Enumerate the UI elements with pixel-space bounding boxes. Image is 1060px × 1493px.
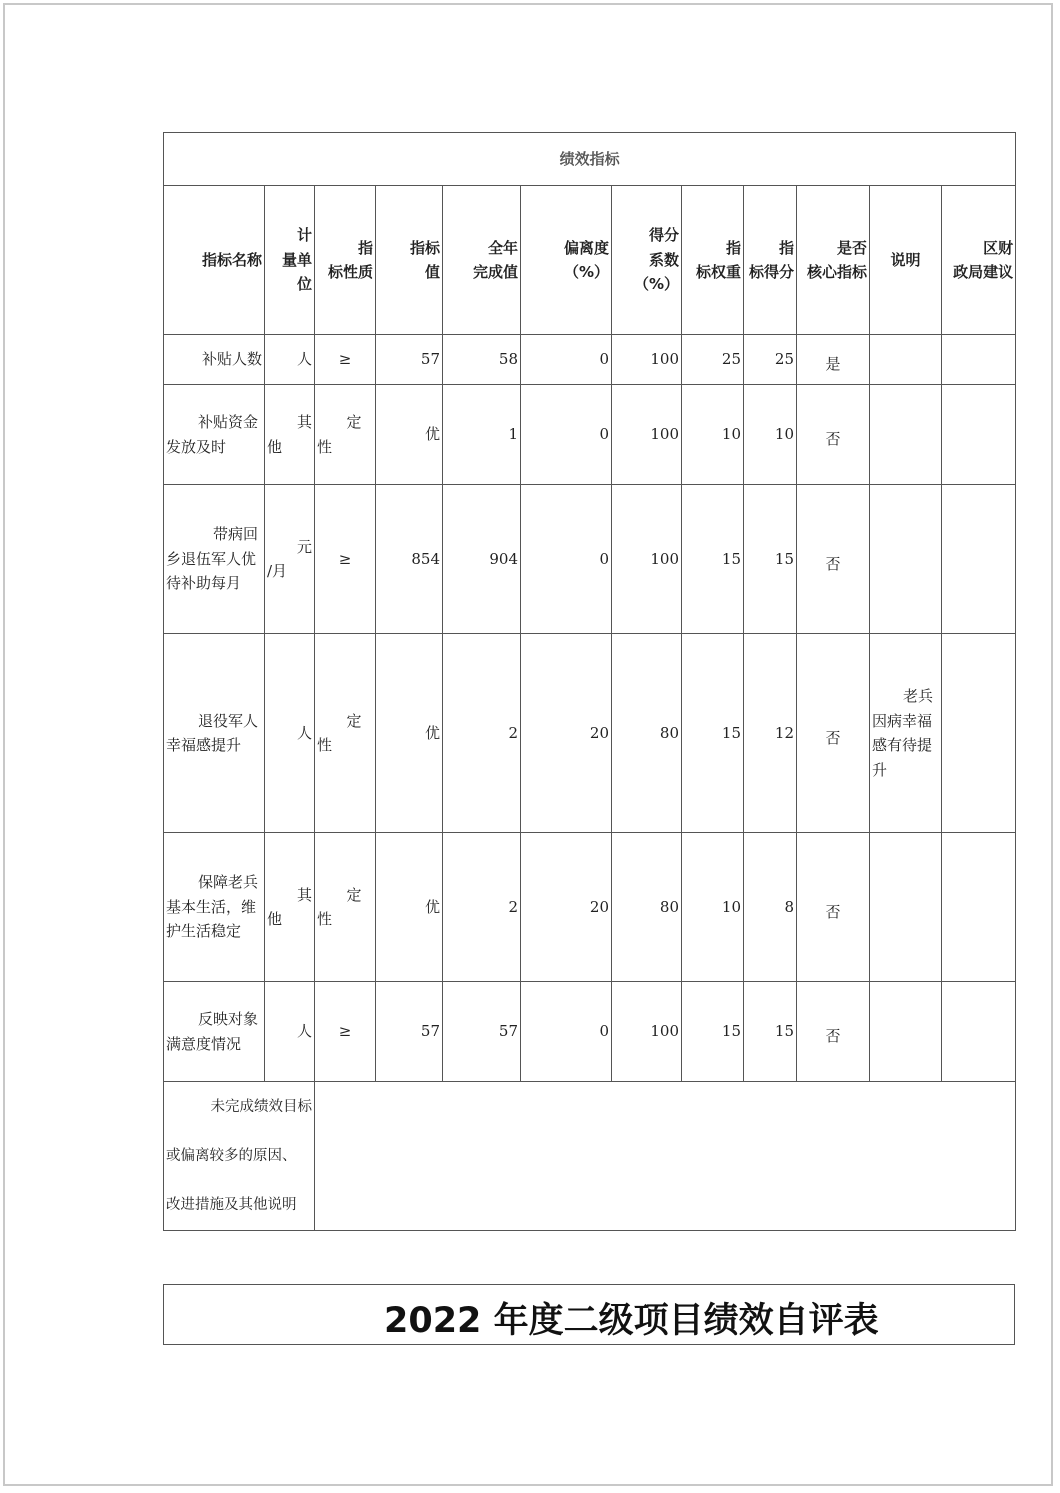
note-line: 老兵	[902, 687, 933, 705]
nature-line: ≥	[338, 549, 352, 568]
finance-advice-cell	[942, 385, 1016, 485]
unit-line: 人	[296, 350, 312, 369]
nature-line: 定	[346, 413, 362, 431]
weight-cell: 10	[682, 385, 744, 485]
indicator-name-line: 乡退伍军人优	[166, 549, 257, 568]
footer-label-cell	[164, 1082, 315, 1231]
target-value-cell: 优	[376, 833, 443, 982]
header-weight-line: 指	[725, 238, 741, 257]
indicator-name-cell	[164, 634, 265, 833]
header-annual-actual-line: 完成值	[472, 263, 518, 281]
indicator-name-line: 待补助每月	[166, 574, 242, 593]
header-is-core	[797, 186, 870, 335]
header-indicator-score-line: 指	[778, 238, 794, 257]
header-finance-advice-line: 区财	[983, 238, 1014, 257]
footer-label-line: 未完成绩效目标	[210, 1098, 312, 1115]
indicator-name-line: 补贴人数	[201, 350, 262, 369]
score-coefficient-cell: 100	[612, 385, 682, 485]
table-row	[164, 982, 1016, 1082]
table-row	[164, 335, 1016, 385]
nature-cell	[315, 385, 376, 485]
indicator-name-cell	[164, 982, 265, 1082]
finance-advice-cell	[942, 982, 1016, 1082]
deviation-cell: 0	[521, 485, 612, 634]
header-score-coefficient-line: 得分	[648, 226, 679, 245]
header-unit-line: 量单	[281, 250, 312, 269]
form-title-box	[163, 1284, 1015, 1345]
weight-cell: 25	[682, 335, 744, 385]
nature-cell	[315, 485, 376, 634]
indicator-name-line: 满意度情况	[166, 1034, 242, 1053]
nature-line: 性	[317, 437, 333, 456]
note-cell	[870, 335, 942, 385]
indicator-name-line: 基本生活，维	[166, 897, 257, 916]
nature-cell	[315, 634, 376, 833]
unit-cell	[265, 634, 315, 833]
unit-line: 人	[296, 1022, 312, 1041]
weight-cell: 15	[682, 634, 744, 833]
unit-line: 其	[296, 413, 312, 431]
unit-cell	[265, 982, 315, 1082]
section-title: 绩效指标	[164, 133, 1016, 186]
header-is-core-line: 是否	[836, 238, 867, 257]
header-indicator-score-line: 标得分	[748, 263, 794, 281]
nature-line: 性	[317, 736, 333, 754]
score-coefficient-cell: 100	[612, 485, 682, 634]
header-finance-advice-line: 政局建议	[953, 263, 1014, 281]
header-deviation-line: （%）	[563, 263, 609, 281]
indicator-name-cell	[164, 385, 265, 485]
nature-cell	[315, 982, 376, 1082]
header-finance-advice	[942, 186, 1016, 335]
indicator-name-line: 反映对象	[197, 1010, 258, 1028]
is-core-cell: 否	[797, 982, 870, 1082]
header-indicator-nature-line: 标性质	[327, 263, 373, 281]
header-indicator-nature-line: 指	[357, 238, 373, 257]
annual-actual-cell: 57	[443, 982, 521, 1082]
note-line: 因病幸福	[872, 711, 933, 730]
indicator-score-cell: 25	[744, 335, 797, 385]
deviation-cell: 0	[521, 335, 612, 385]
nature-line: 性	[317, 910, 333, 928]
deviation-cell: 20	[521, 833, 612, 982]
target-value-cell: 57	[376, 335, 443, 385]
is-core-cell: 是	[797, 335, 870, 385]
unit-cell	[265, 833, 315, 982]
indicator-name-line: 保障老兵	[197, 873, 258, 892]
target-value-cell: 优	[376, 634, 443, 833]
nature-cell	[315, 833, 376, 982]
note-line: 升	[872, 760, 888, 779]
table-row	[164, 833, 1016, 982]
indicator-score-cell: 10	[744, 385, 797, 485]
footer-value-cell	[315, 1082, 1016, 1231]
annual-actual-cell: 58	[443, 335, 521, 385]
note-line: 感有待提	[872, 736, 933, 754]
footer-label-line: 改进措施及其他说明	[166, 1196, 297, 1213]
nature-line: 定	[346, 885, 362, 904]
indicator-name-line: 补贴资金	[197, 413, 258, 431]
nature-line: ≥	[338, 1022, 352, 1041]
header-annual-actual-line: 全年	[487, 238, 518, 257]
annual-actual-cell: 904	[443, 485, 521, 634]
score-coefficient-cell: 100	[612, 982, 682, 1082]
unit-cell	[265, 335, 315, 385]
header-unit-line: 位	[296, 275, 312, 294]
indicator-name-cell	[164, 485, 265, 634]
nature-cell	[315, 335, 376, 385]
is-core-cell: 否	[797, 634, 870, 833]
header-is-core-line: 核心指标	[806, 263, 867, 281]
note-cell	[870, 982, 942, 1082]
footer-label-line: 或偏离较多的原因、	[166, 1147, 297, 1164]
header-note	[870, 186, 942, 335]
deviation-cell: 20	[521, 634, 612, 833]
target-value-cell: 57	[376, 982, 443, 1082]
header-unit	[265, 186, 315, 335]
indicator-score-cell: 15	[744, 485, 797, 634]
header-indicator-name-line: 指标名称	[201, 250, 262, 269]
annual-actual-cell: 2	[443, 634, 521, 833]
header-indicator-nature	[315, 186, 376, 335]
header-deviation-line: 偏离度	[563, 238, 609, 257]
unit-line: /月	[267, 562, 288, 580]
header-score-coefficient	[612, 186, 682, 335]
indicator-name-cell	[164, 335, 265, 385]
header-target-value-line: 指标	[409, 238, 440, 257]
finance-advice-cell	[942, 833, 1016, 982]
target-value-cell: 优	[376, 385, 443, 485]
table-row	[164, 485, 1016, 634]
weight-cell: 15	[682, 485, 744, 634]
deviation-cell: 0	[521, 385, 612, 485]
score-coefficient-cell: 80	[612, 634, 682, 833]
finance-advice-cell	[942, 485, 1016, 634]
indicator-name-cell	[164, 833, 265, 982]
score-coefficient-cell: 80	[612, 833, 682, 982]
note-cell	[870, 485, 942, 634]
header-row	[164, 186, 1016, 335]
indicator-score-cell: 15	[744, 982, 797, 1082]
footer-row	[164, 1082, 1016, 1231]
indicator-score-cell: 8	[744, 833, 797, 982]
is-core-cell: 否	[797, 385, 870, 485]
indicator-score-cell: 12	[744, 634, 797, 833]
header-unit-line: 计	[296, 226, 312, 245]
is-core-cell: 否	[797, 833, 870, 982]
header-indicator-name	[164, 186, 265, 335]
note-cell	[870, 833, 942, 982]
header-score-coefficient-line: 系数（%）	[633, 250, 679, 294]
weight-cell: 10	[682, 833, 744, 982]
indicator-name-line: 护生活稳定	[166, 922, 242, 941]
nature-line: ≥	[338, 350, 352, 369]
target-value-cell: 854	[376, 485, 443, 634]
indicator-name-line: 退役军人	[197, 711, 258, 730]
annual-actual-cell: 2	[443, 833, 521, 982]
indicator-name-line: 带病回	[212, 525, 258, 544]
unit-line: 元	[296, 537, 312, 556]
weight-cell: 15	[682, 982, 744, 1082]
note-cell	[870, 634, 942, 833]
unit-cell	[265, 485, 315, 634]
table-row	[164, 634, 1016, 833]
header-annual-actual	[443, 186, 521, 335]
unit-line: 他	[267, 910, 283, 928]
header-target-value	[376, 186, 443, 335]
header-indicator-score	[744, 186, 797, 335]
nature-line: 定	[346, 711, 362, 730]
unit-line: 人	[296, 723, 312, 742]
form-title: 2022 年度二级项目绩效自评表	[384, 1301, 879, 1341]
score-coefficient-cell: 100	[612, 335, 682, 385]
finance-advice-cell	[942, 634, 1016, 833]
unit-cell	[265, 385, 315, 485]
header-deviation	[521, 186, 612, 335]
header-weight	[682, 186, 744, 335]
deviation-cell: 0	[521, 982, 612, 1082]
header-note-line: 说明	[890, 250, 921, 269]
note-cell	[870, 385, 942, 485]
performance-indicator-table	[163, 132, 1016, 1231]
indicator-name-line: 发放及时	[166, 437, 227, 456]
header-weight-line: 标权重	[695, 263, 741, 281]
indicator-name-line: 幸福感提升	[166, 736, 242, 754]
unit-line: 他	[267, 437, 283, 456]
header-target-value-line: 值	[424, 263, 440, 281]
annual-actual-cell: 1	[443, 385, 521, 485]
is-core-cell: 否	[797, 485, 870, 634]
unit-line: 其	[296, 885, 312, 904]
table-row	[164, 385, 1016, 485]
finance-advice-cell	[942, 335, 1016, 385]
